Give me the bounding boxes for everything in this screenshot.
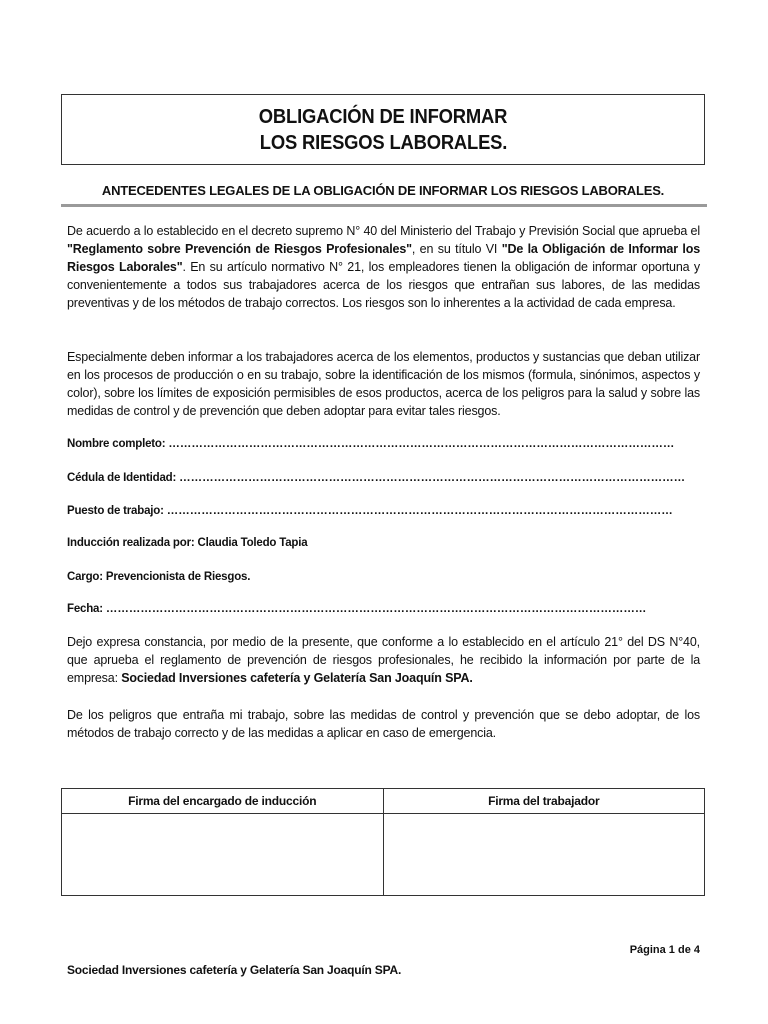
field-job-position bbox=[67, 503, 700, 519]
field-id-number-label: Cédula de Identidad: bbox=[67, 472, 177, 484]
field-full-name-blank[interactable]: …………………………………………………………………………………………………………………… bbox=[168, 438, 675, 450]
page-title-line1: OBLIGACIÓN DE INFORMAR bbox=[258, 105, 508, 128]
signature-box-inductor[interactable] bbox=[62, 814, 384, 895]
page-title-line2: LOS RIESGOS LABORALES. bbox=[259, 131, 507, 154]
paragraph1-bold1: "Reglamento sobre Prevención de Riesgos Profesionales" bbox=[67, 242, 412, 256]
field-job-position-label: Puesto de trabajo: bbox=[67, 505, 164, 517]
paragraph-hazards: De los peligros que entraña mi trabajo, sobre las medidas de control y prevención que se debo adoptar, de los métodos de trabajo correcto y de las medidas a aplicar en caso de emergencia. bbox=[67, 708, 700, 740]
signature-table bbox=[61, 788, 705, 896]
field-role: Cargo: Prevencionista de Riesgos. bbox=[67, 571, 251, 583]
field-id-number-blank[interactable]: …………………………………………………………………………………………………………………… bbox=[179, 472, 686, 484]
paragraph-legal-background bbox=[67, 222, 700, 312]
section-heading: ANTECEDENTES LEGALES DE LA OBLIGACIÓN DE INFORMAR LOS RIESGOS LABORALES. bbox=[101, 183, 665, 198]
signature-header-worker: Firma del trabajador bbox=[488, 794, 600, 808]
field-date-blank[interactable]: …………………………………………………………………………………………………………………………… bbox=[105, 603, 647, 615]
footer-company-name: Sociedad Inversiones cafetería y Gelatería San Joaquín SPA. bbox=[67, 963, 402, 977]
field-date bbox=[67, 601, 700, 617]
paragraph-obligation-details: Especialmente deben informar a los trabajadores acerca de los elementos, productos y sustancias que deban utilizar en los procesos de producción o en su trabajo, sobre la identificación de los mismos (formula, sinónimos, aspectos y color), sobre los límites de exposición permisibles de esos productos, acerca de los peligros para la salud y sobre las medidas de control y de prevención que deben adoptar para evitar tales riesgos. bbox=[67, 350, 700, 418]
paragraph1-bold2: "De la Obligación de Informar los Riesgos Laborales" bbox=[67, 242, 700, 274]
paragraph1-text2: , en su título VI bbox=[411, 242, 502, 256]
paragraph-acknowledgement bbox=[67, 633, 700, 687]
field-date-label: Fecha: bbox=[67, 603, 103, 615]
title-box bbox=[61, 94, 705, 165]
field-job-position-blank[interactable]: …………………………………………………………………………………………………………………… bbox=[166, 505, 673, 517]
signature-box-worker[interactable] bbox=[384, 814, 705, 895]
field-induction-by: Inducción realizada por: Claudia Toledo Tapia bbox=[67, 537, 308, 549]
signature-table-header bbox=[62, 789, 704, 814]
field-id-number bbox=[67, 470, 700, 486]
signature-header-inductor: Firma del encargado de inducción bbox=[62, 789, 384, 813]
heading-divider bbox=[61, 204, 707, 207]
field-full-name bbox=[67, 436, 700, 452]
paragraph1-text1: De acuerdo a lo establecido en el decreto supremo N° 40 del Ministerio del Trabajo y Previsión Social que aprueba el bbox=[67, 224, 700, 238]
paragraph3-text: Dejo expresa constancia, por medio de la presente, que conforme a lo establecido en el artículo 21° del DS N°40, que aprueba el reglamento de prevención de riesgos profesionales, he recibido la información por parte de la empresa: bbox=[67, 635, 700, 685]
signature-table-body bbox=[62, 814, 704, 895]
paragraph3-company: Sociedad Inversiones cafetería y Gelatería San Joaquín SPA. bbox=[121, 671, 473, 685]
page-number: Página 1 de 4 bbox=[629, 944, 700, 956]
paragraph1-text3: . En su artículo normativo N° 21, los empleadores tienen la obligación de informar oportuna y convenientemente a todos sus trabajadores acerca de los riesgos que entrañan sus labores, de las medidas preventivas y de los métodos de trabajo correctos. Los riesgos son lo inherentes a la actividad de cada empresa. bbox=[67, 260, 700, 310]
field-full-name-label: Nombre completo: bbox=[67, 438, 166, 450]
